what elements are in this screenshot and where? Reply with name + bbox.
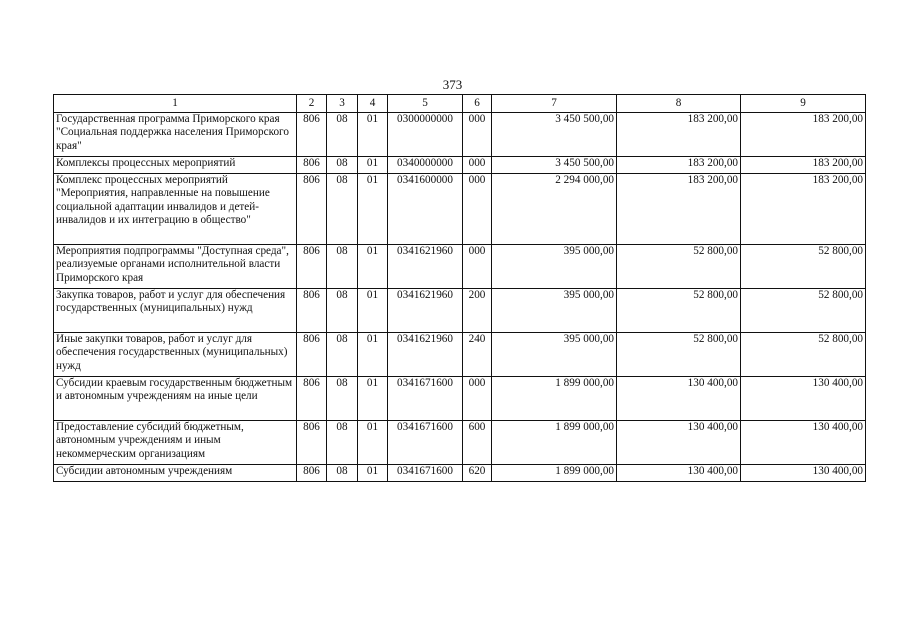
row-name: Иные закупки товаров, работ и услуг для обеспечения государственных (муниципальных) нужд	[54, 333, 297, 377]
row-name: Мероприятия подпрограммы "Доступная среда", реализуемые органами исполнительной власти Приморского края	[54, 245, 297, 289]
row-name: Субсидии автономным учреждениям	[54, 465, 297, 482]
cell-code: 01	[358, 377, 388, 421]
table-row	[54, 333, 866, 377]
cell-code: 806	[297, 157, 327, 174]
cell-code: 08	[327, 465, 358, 482]
cell-amount: 52 800,00	[741, 245, 866, 289]
cell-code: 0341621960	[388, 289, 463, 333]
table-row	[54, 289, 866, 333]
cell-code: 01	[358, 157, 388, 174]
cell-code: 806	[297, 113, 327, 157]
column-header: 9	[741, 95, 866, 113]
cell-amount: 130 400,00	[617, 377, 741, 421]
cell-code: 08	[327, 113, 358, 157]
cell-code: 000	[463, 174, 492, 245]
cell-code: 01	[358, 333, 388, 377]
cell-amount: 130 400,00	[617, 421, 741, 465]
cell-code: 200	[463, 289, 492, 333]
cell-amount: 183 200,00	[741, 174, 866, 245]
cell-code: 806	[297, 245, 327, 289]
table-row	[54, 377, 866, 421]
cell-code: 01	[358, 465, 388, 482]
cell-code: 000	[463, 245, 492, 289]
cell-amount: 52 800,00	[741, 333, 866, 377]
page-number: 373	[442, 77, 463, 92]
row-name: Субсидии краевым государственным бюджетным и автономным учреждениям на иные цели	[54, 377, 297, 421]
cell-amount: 52 800,00	[617, 289, 741, 333]
table-row	[54, 174, 866, 245]
table-row	[54, 421, 866, 465]
row-name: Комплекс процессных мероприятий "Мероприятия, направленные на повышение социальной адаптации инвалидов и детей-инвалидов и их интеграцию в общество"	[54, 174, 297, 245]
cell-code: 806	[297, 421, 327, 465]
cell-code: 0340000000	[388, 157, 463, 174]
cell-code: 000	[463, 113, 492, 157]
cell-code: 08	[327, 157, 358, 174]
row-name: Государственная программа Приморского края "Социальная поддержка населения Приморского края"	[54, 113, 297, 157]
row-name: Комплексы процессных мероприятий	[54, 157, 297, 174]
cell-amount: 130 400,00	[741, 421, 866, 465]
cell-code: 08	[327, 174, 358, 245]
column-header: 2	[297, 95, 327, 113]
cell-code: 806	[297, 465, 327, 482]
table-row	[54, 465, 866, 482]
column-header: 1	[54, 95, 297, 113]
cell-code: 000	[463, 157, 492, 174]
table-row	[54, 157, 866, 174]
cell-code: 08	[327, 289, 358, 333]
cell-amount: 2 294 000,00	[492, 174, 617, 245]
row-name: Закупка товаров, работ и услуг для обеспечения государственных (муниципальных) нужд	[54, 289, 297, 333]
cell-code: 08	[327, 377, 358, 421]
cell-code: 0341671600	[388, 421, 463, 465]
cell-amount: 183 200,00	[617, 113, 741, 157]
cell-amount: 1 899 000,00	[492, 421, 617, 465]
cell-code: 806	[297, 174, 327, 245]
column-header: 5	[388, 95, 463, 113]
cell-amount: 52 800,00	[617, 333, 741, 377]
cell-amount: 183 200,00	[741, 113, 866, 157]
budget-table	[53, 94, 866, 482]
cell-code: 240	[463, 333, 492, 377]
cell-amount: 52 800,00	[741, 289, 866, 333]
cell-code: 0341600000	[388, 174, 463, 245]
cell-amount: 130 400,00	[741, 377, 866, 421]
column-header: 4	[358, 95, 388, 113]
column-header: 6	[463, 95, 492, 113]
cell-code: 806	[297, 333, 327, 377]
cell-amount: 52 800,00	[617, 245, 741, 289]
cell-code: 0341621960	[388, 333, 463, 377]
cell-code: 600	[463, 421, 492, 465]
cell-code: 000	[463, 377, 492, 421]
cell-amount: 1 899 000,00	[492, 465, 617, 482]
cell-code: 0341671600	[388, 377, 463, 421]
cell-amount: 395 000,00	[492, 289, 617, 333]
cell-amount: 3 450 500,00	[492, 157, 617, 174]
table-header-row	[54, 95, 866, 113]
cell-code: 0341671600	[388, 465, 463, 482]
cell-amount: 3 450 500,00	[492, 113, 617, 157]
cell-code: 01	[358, 245, 388, 289]
cell-amount: 183 200,00	[617, 174, 741, 245]
table-row	[54, 245, 866, 289]
cell-amount: 183 200,00	[741, 157, 866, 174]
cell-code: 01	[358, 113, 388, 157]
cell-code: 806	[297, 289, 327, 333]
cell-amount: 395 000,00	[492, 333, 617, 377]
cell-amount: 130 400,00	[741, 465, 866, 482]
cell-code: 01	[358, 174, 388, 245]
cell-amount: 1 899 000,00	[492, 377, 617, 421]
column-header: 7	[492, 95, 617, 113]
cell-code: 620	[463, 465, 492, 482]
cell-code: 01	[358, 289, 388, 333]
table-row	[54, 113, 866, 157]
cell-amount: 130 400,00	[617, 465, 741, 482]
column-header: 8	[617, 95, 741, 113]
cell-code: 08	[327, 333, 358, 377]
cell-code: 01	[358, 421, 388, 465]
cell-code: 08	[327, 421, 358, 465]
row-name: Предоставление субсидий бюджетным, автономным учреждениям и иным некоммерческим организациям	[54, 421, 297, 465]
cell-amount: 395 000,00	[492, 245, 617, 289]
cell-amount: 183 200,00	[617, 157, 741, 174]
cell-code: 0300000000	[388, 113, 463, 157]
cell-code: 0341621960	[388, 245, 463, 289]
column-header: 3	[327, 95, 358, 113]
cell-code: 806	[297, 377, 327, 421]
cell-code: 08	[327, 245, 358, 289]
